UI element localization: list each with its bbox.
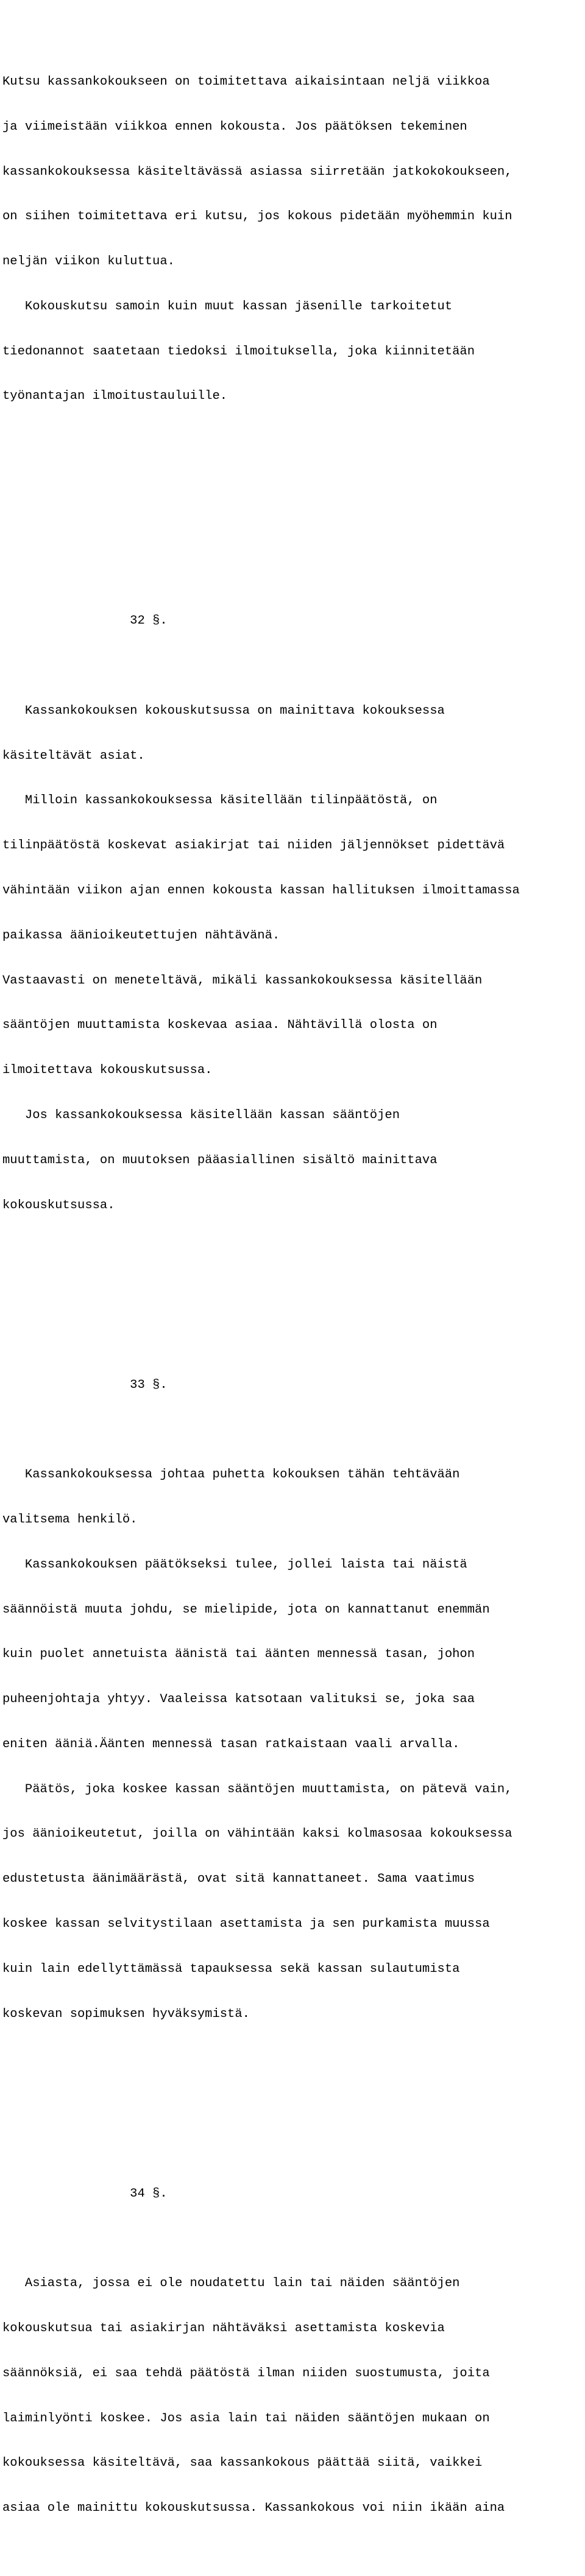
text-line: Kassankokouksen päätökseksi tulee, jollei laista tai näistä bbox=[2, 1557, 467, 1572]
text-line: muuttamista, on muutoksen pääasiallinen sisältö mainittava bbox=[2, 1153, 438, 1167]
text-line: Vastaavasti on meneteltävä, mikäli kassankokouksessa käsitellään bbox=[2, 973, 483, 988]
blank-line bbox=[2, 2231, 585, 2247]
blank-line bbox=[2, 2097, 585, 2112]
text-line: laiminlyönti koskee. Jos asia lain tai näiden sääntöjen mukaan on bbox=[2, 2411, 490, 2426]
section-heading: 32 §. bbox=[130, 614, 168, 628]
text-line: koskee kassan selvitystilaan asettamista ja sen purkamista muussa bbox=[2, 1917, 490, 1931]
section-31-tail bbox=[2, 45, 585, 434]
text-line: kokouksessa käsiteltävä, saa kassankokous päättää siitä, vaikkei bbox=[2, 2456, 483, 2471]
text-line: vähintään viikon ajan ennen kokousta kassan hallituksen ilmoittamassa bbox=[2, 884, 520, 898]
text-line: tiedonannot saatetaan tiedoksi ilmoituksella, joka kiinnitetään bbox=[2, 344, 475, 359]
text-line: jos äänioikeutetut, joilla on vähintään kaksi kolmasosaa kokouksessa bbox=[2, 1827, 512, 1842]
text-line: Jos kassankokouksessa käsitellään kassan sääntöjen bbox=[2, 1108, 400, 1122]
blank-line bbox=[2, 659, 585, 674]
text-line: kuin lain edellyttämässä tapauksessa sekä kassan sulautumista bbox=[2, 1962, 460, 1976]
section-32 bbox=[2, 584, 585, 1243]
blank-line bbox=[2, 479, 585, 494]
text-line: kuin puolet annetuista äänistä tai äänten mennessä tasan, johon bbox=[2, 1647, 475, 1662]
text-line: käsiteltävät asiat. bbox=[2, 748, 145, 763]
text-line: kassankokouksessa käsiteltävässä asiassa siirretään jatkokokoukseen, bbox=[2, 164, 512, 179]
text-line: Asiasta, jossa ei ole noudatettu lain tai näiden sääntöjen bbox=[2, 2276, 460, 2291]
text-line: Kassankokouksessa johtaa puhetta kokouksen tähän tehtävään bbox=[2, 1468, 460, 1482]
text-line: ilmoitettava kokouskutsussa. bbox=[2, 1063, 213, 1078]
text-line: koskevan sopimuksen hyväksymistä. bbox=[2, 2007, 250, 2021]
blank-line bbox=[2, 1423, 585, 1438]
text-line: paikassa äänioikeutettujen nähtävänä. bbox=[2, 928, 280, 943]
section-heading: 33 §. bbox=[130, 1378, 168, 1392]
blank-line bbox=[2, 524, 585, 540]
section-heading: 34 §. bbox=[130, 2186, 168, 2201]
text-line: kokouskutsussa. bbox=[2, 1198, 115, 1212]
text-line: tilinpäätöstä koskevat asiakirjat tai niiden jäljennökset pidettävä bbox=[2, 839, 505, 853]
text-line: asiaa ole mainittu kokouskutsussa. Kassankokous voi niin ikään aina bbox=[2, 2501, 505, 2516]
text-line: Kutsu kassankokoukseen on toimitettava aikaisintaan neljä viikkoa bbox=[2, 74, 490, 89]
text-line: valitsema henkilö. bbox=[2, 1512, 138, 1527]
text-line: säännöksiä, ei saa tehdä päätöstä ilman niiden suostumusta, joita bbox=[2, 2366, 490, 2381]
section-33 bbox=[2, 1348, 585, 2052]
text-line: Kassankokouksen kokouskutsussa on mainittava kokouksessa bbox=[2, 703, 445, 718]
text-line: eniten ääniä.Äänten mennessä tasan ratkaistaan vaali arvalla. bbox=[2, 1737, 460, 1751]
text-line: Päätös, joka koskee kassan sääntöjen muuttamista, on pätevä vain, bbox=[2, 1782, 512, 1797]
text-line: neljän viikon kuluttua. bbox=[2, 255, 175, 269]
text-line: edustetusta äänimäärästä, ovat sitä kannattaneet. Sama vaatimus bbox=[2, 1872, 475, 1887]
document-page bbox=[2, 0, 585, 2576]
text-line: Kokouskutsu samoin kuin muut kassan jäsenille tarkoitetut bbox=[2, 299, 453, 314]
blank-line bbox=[2, 1288, 585, 1303]
section-34 bbox=[2, 2157, 585, 2546]
text-line: Milloin kassankokouksessa käsitellään tilinpäätöstä, on bbox=[2, 794, 438, 808]
text-line: on siihen toimitettava eri kutsu, jos kokous pidetään myöhemmin kuin bbox=[2, 209, 512, 224]
text-line: ja viimeistään viikkoa ennen kokousta. Jos päätöksen tekeminen bbox=[2, 119, 467, 134]
text-line: säännöistä muuta johdu, se mielipide, jota on kannattanut enemmän bbox=[2, 1602, 490, 1617]
text-line: puheenjohtaja yhtyy. Vaaleissa katsotaan valituksi se, joka saa bbox=[2, 1692, 475, 1707]
text-line: kokouskutsua tai asiakirjan nähtäväksi asettamista koskevia bbox=[2, 2321, 445, 2336]
text-line: sääntöjen muuttamista koskevaa asiaa. Nähtävillä olosta on bbox=[2, 1018, 438, 1033]
text-line: työnantajan ilmoitustauluille. bbox=[2, 389, 228, 404]
